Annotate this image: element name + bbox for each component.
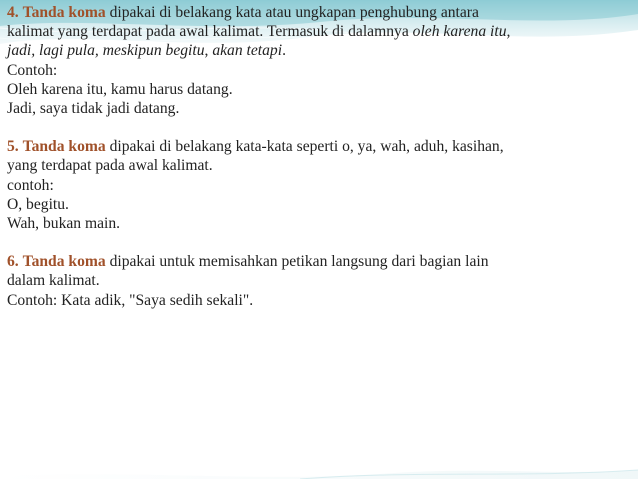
section-5-line-2: yang terdapat pada awal kalimat. [7,157,213,175]
section-spacer [7,233,632,252]
section-4-line3-italic-a: jadi, lagi pula, meskipun begitu [7,42,205,60]
section-4-line-2 [7,22,632,41]
section-5-example-2: Wah, bukan main. [7,215,121,233]
section-4-line2-italic: oleh karena itu, [412,23,511,41]
section-4-term: Tanda koma [22,4,106,21]
section-4-line3-italic-b: akan tetapi [212,42,283,60]
section-4-line2-text: kalimat yang terdapat pada awal kalimat. Termasuk di dalamnya [7,23,409,41]
section-6-line1-text: dipakai untuk memisahkan petikan langsung dari bagian lain [109,253,489,271]
section-6-line-1 [7,252,632,271]
section-6-term: Tanda koma [22,253,106,271]
section-4-example-2: Jadi, saya tidak jadi datang. [7,100,180,118]
section-4-line3-separator: , [204,42,209,60]
section-6-number: 6. [7,253,19,271]
section-5-example-label: contoh: [7,176,54,194]
section-5-line1-text: dipakai di belakang kata-kata seperti o, ya, wah, aduh, kasihan, [109,138,504,156]
section-5-number: 5. [7,138,19,156]
section-4-number: 4. [7,4,19,21]
section-spacer [7,118,632,137]
section-4-example-label: Contoh: [7,61,58,79]
section-4-line-1 [7,3,632,22]
section-6-example: Contoh: Kata adik, "Saya sedih sekali". [7,291,254,309]
slide-body [7,3,632,310]
section-4-example-1: Oleh karena itu, kamu harus datang. [7,80,233,98]
section-4-line-3 [7,41,632,60]
section-5-example-1: O, begitu. [7,195,69,213]
section-5-term: Tanda koma [22,138,106,156]
section-5-line-1 [7,137,632,156]
section-4-line1-text: dipakai di belakang kata atau ungkapan penghubung antara [109,4,479,21]
section-4-line3-end: . [282,42,286,60]
section-6-line-2: dalam kalimat. [7,272,100,290]
